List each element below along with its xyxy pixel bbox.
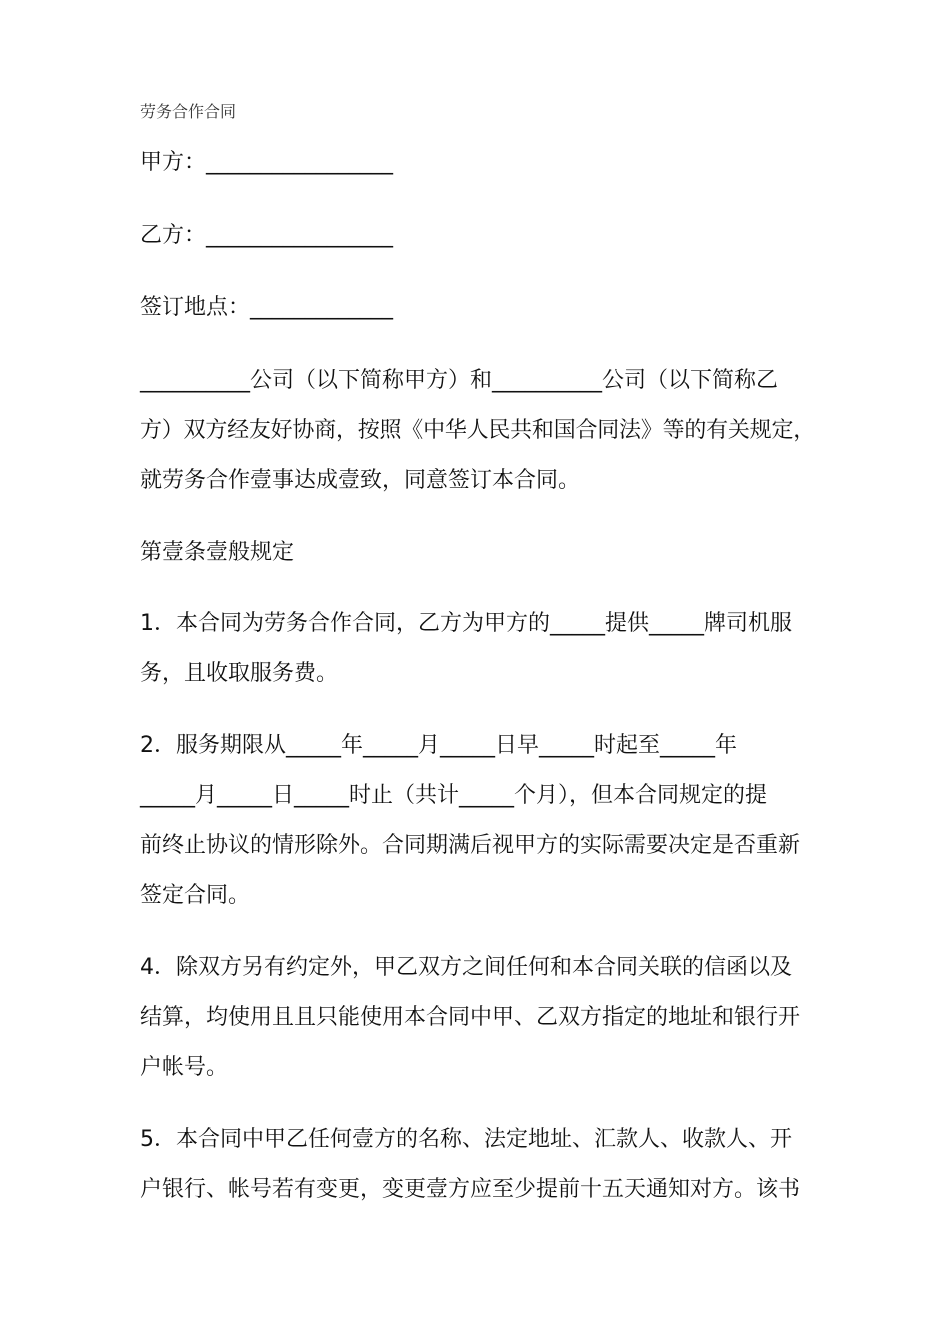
section-1-heading: 第壹条壹般规定 <box>140 540 295 565</box>
preamble-line-3: 就劳务合作壹事达成壹致，同意签订本合同。 <box>140 468 581 493</box>
document-title: 劳务合作合同 <box>140 102 237 121</box>
clause-4-line-2: 结算，均使用且且只能使用本合同中甲、乙双方指定的地址和银行开 <box>140 1005 801 1030</box>
clause-5-line-2: 户银行、帐号若有变更，变更壹方应至少提前十五天通知对方。该书 <box>140 1177 801 1202</box>
clause-2-line-2: _____月_____日_____时止（共计_____个月），但本合同规定的提 <box>140 783 768 808</box>
clause-2-line-3: 前终止协议的情形除外。合同期满后视甲方的实际需要决定是否重新 <box>140 833 801 858</box>
preamble-line-1: __________公司（以下简称甲方）和__________公司（以下简称乙 <box>140 368 779 393</box>
clause-1-line-2: 务，且收取服务费。 <box>140 661 339 686</box>
clause-5-line-1: 5．本合同中甲乙任何壹方的名称、法定地址、汇款人、收款人、开 <box>140 1127 792 1152</box>
clause-1-line-1: 1．本合同为劳务合作合同，乙方为甲方的_____提供_____牌司机服 <box>140 611 792 636</box>
clause-4-line-1: 4．除双方另有约定外，甲乙双方之间任何和本合同关联的信函以及 <box>140 955 792 980</box>
party-b-line: 乙方：_________________ <box>140 223 394 248</box>
clause-2-line-4: 签定合同。 <box>140 883 251 908</box>
signing-place-line: 签订地点：_____________ <box>140 295 394 320</box>
preamble-line-2: 方）双方经友好协商，按照《中华人民共和国合同法》等的有关规定， <box>140 418 816 443</box>
clause-4-line-3: 户帐号。 <box>140 1055 229 1080</box>
party-a-line: 甲方：_________________ <box>140 150 394 175</box>
clause-2-line-1: 2．服务期限从_____年_____月_____日早_____时起至_____年 <box>140 733 737 758</box>
